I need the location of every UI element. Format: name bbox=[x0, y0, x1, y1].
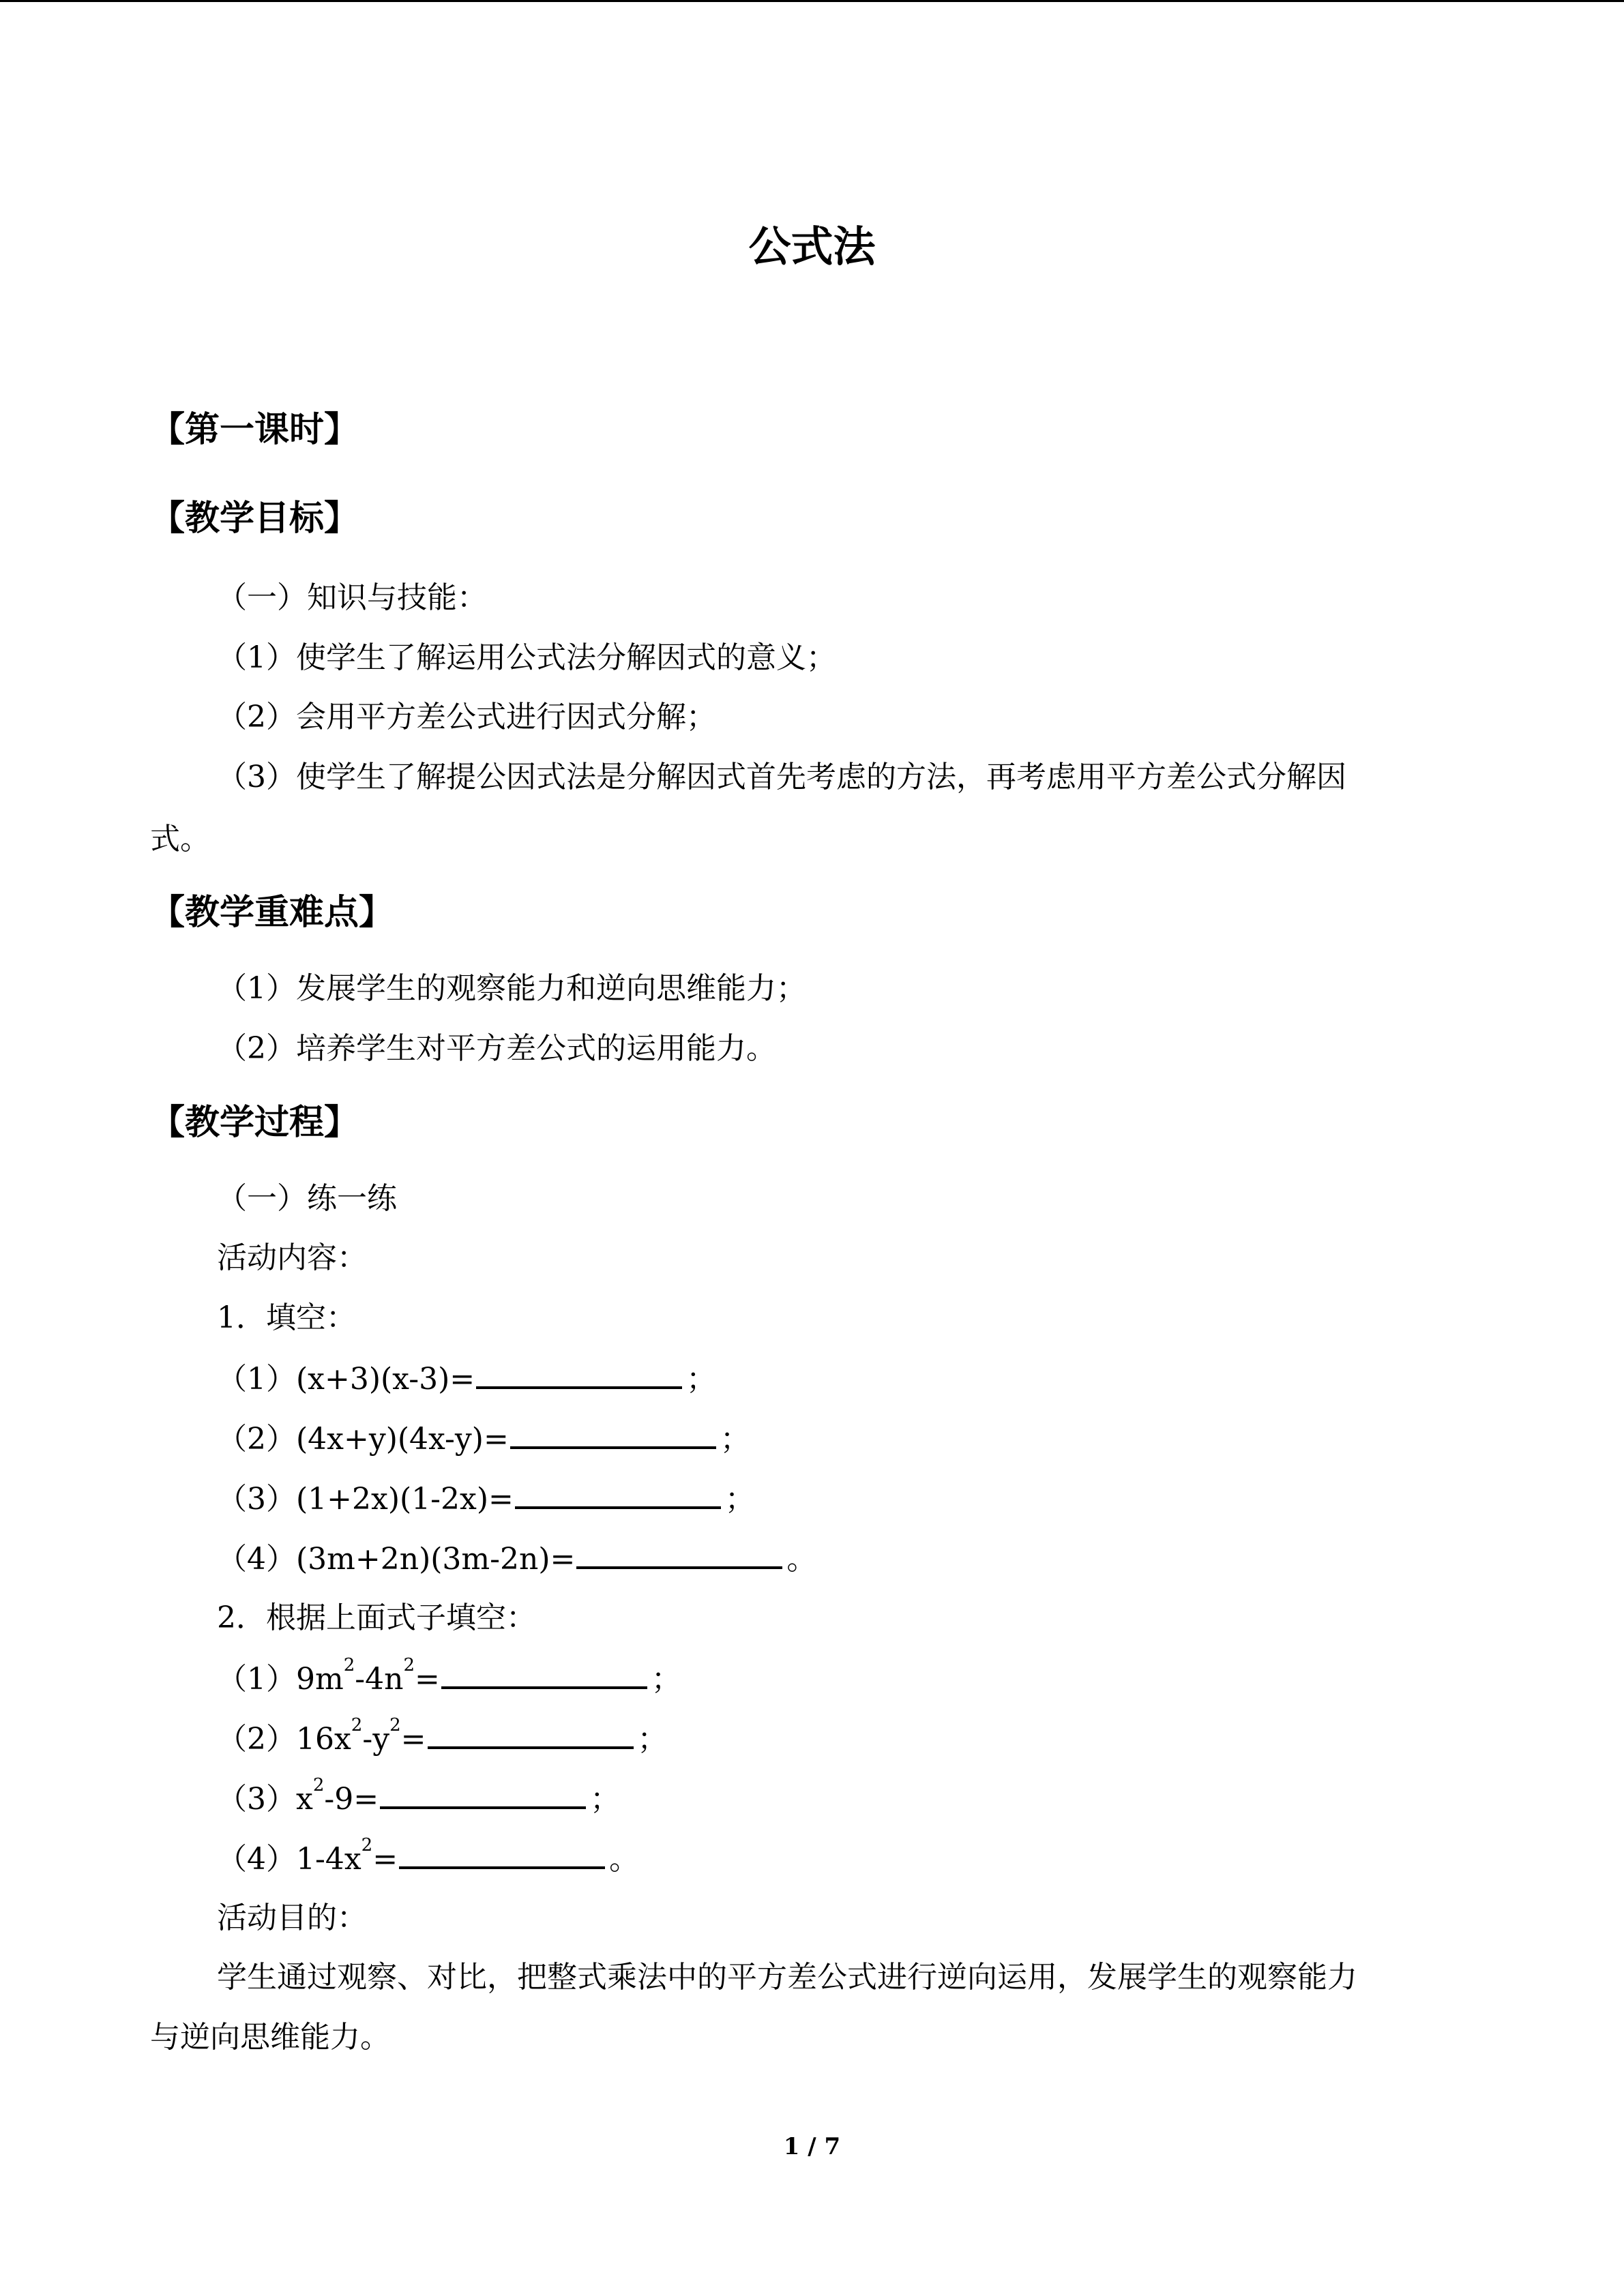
heading-process: 【教学过程】 bbox=[150, 1103, 359, 1143]
page-title: 公式法 bbox=[748, 222, 876, 271]
process-line: 活动内容： bbox=[217, 1240, 367, 1275]
top-border bbox=[0, 0, 1624, 2]
fill-question: $(1)9m^2-4n^2=$ ； bbox=[217, 1655, 681, 1697]
process-line: 1．填空： bbox=[217, 1300, 356, 1335]
objective-line: （一）知识与技能： bbox=[217, 580, 487, 615]
fill-question: （4）(3m+2n)(3m-2n)= 。 bbox=[217, 1539, 816, 1579]
fill-question: $(3)x^2-9=$ ； bbox=[217, 1775, 621, 1817]
keypoint-line: （2）培养学生对平方差公式的运用能力。 bbox=[217, 1031, 776, 1066]
process-line: 2．根据上面式子填空： bbox=[217, 1600, 536, 1635]
objective-line: （3）使学生了解提公因式法是分解因式首先考虑的方法，再考虑用平方差公式分解因 bbox=[217, 760, 1346, 794]
heading-lesson: 【第一课时】 bbox=[150, 410, 359, 450]
process-line: （一）练一练 bbox=[217, 1181, 397, 1216]
answer-blank[interactable] bbox=[476, 1359, 682, 1389]
answer-blank[interactable] bbox=[428, 1719, 634, 1749]
objective-line: （2）会用平方差公式进行因式分解； bbox=[217, 700, 716, 734]
answer-blank[interactable] bbox=[399, 1839, 605, 1869]
answer-blank[interactable] bbox=[576, 1539, 782, 1569]
process-line: 活动目的： bbox=[217, 1900, 367, 1935]
fill-question: （1）(x+3)(x-3)= ； bbox=[217, 1359, 716, 1399]
process-line: 学生通过观察、对比，把整式乘法中的平方差公式进行逆向运用，发展学生的观察能力 bbox=[217, 1960, 1357, 1995]
heading-keypoints: 【教学重难点】 bbox=[150, 893, 394, 933]
objective-line: （1）使学生了解运用公式法分解因式的意义； bbox=[217, 640, 836, 675]
fill-question: （2）(4x+y)(4x-y)= ； bbox=[217, 1419, 750, 1459]
heading-objectives: 【教学目标】 bbox=[150, 498, 359, 539]
page-number: 1 / 7 bbox=[783, 2133, 841, 2160]
answer-blank[interactable] bbox=[515, 1479, 721, 1509]
keypoint-line: （1）发展学生的观察能力和逆向思维能力； bbox=[217, 971, 806, 1006]
fill-question: （3）(1+2x)(1-2x)= ； bbox=[217, 1479, 755, 1519]
fill-question: $(4)1-4x^2=$ 。 bbox=[217, 1835, 640, 1877]
process-line: 与逆向思维能力。 bbox=[150, 2020, 390, 2055]
answer-blank[interactable] bbox=[441, 1659, 647, 1689]
fill-question: $(2)16x^2-y^2=$ ； bbox=[217, 1715, 668, 1757]
objective-line: 式。 bbox=[150, 822, 210, 856]
answer-blank[interactable] bbox=[380, 1779, 586, 1809]
answer-blank[interactable] bbox=[510, 1419, 716, 1449]
